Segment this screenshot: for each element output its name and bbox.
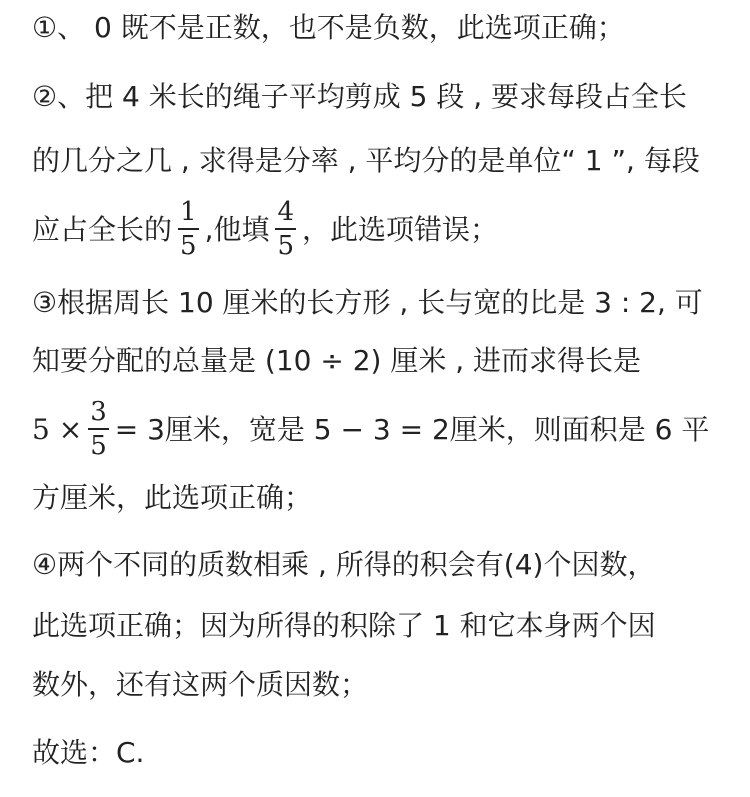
- item-4-line-3: 数外，还有这两个质因数；: [32, 668, 369, 701]
- denominator: 5: [180, 231, 197, 261]
- answer-line: 故选：C.: [32, 736, 145, 769]
- item-2-line-2: 的几分之几 , 求得是分率 , 平均分的是单位“ 1 ”, 每段: [32, 144, 700, 177]
- fraction-bar: [275, 228, 296, 230]
- fraction-three-fifths: [88, 399, 109, 459]
- item-3-line-4: 方厘米，此选项正确；: [32, 481, 313, 514]
- fraction-bar: [178, 228, 199, 230]
- item-3-line-3: [32, 398, 730, 462]
- text-segment: ,他填: [204, 213, 270, 246]
- text-segment: = 3厘米，宽是 5 − 3 = 2厘米，则面积是 6 平: [114, 413, 710, 446]
- numerator: 1: [180, 197, 197, 227]
- item-3-line-1: ③根据周长 10 厘米的长方形 , 长与宽的比是 3 : 2, 可: [32, 286, 703, 319]
- item-4-line-1: ④两个不同的质数相乘 , 所得的积会有(4)个因数，: [32, 548, 656, 581]
- text-segment: 应占全长的: [32, 213, 173, 246]
- item-3-line-2: 知要分配的总量是 (10 ÷ 2) 厘米 , 进而求得长是: [32, 344, 642, 377]
- denominator: 5: [90, 431, 107, 461]
- item-4-line-2: 此选项正确；因为所得的积除了 1 和它本身两个因: [32, 609, 656, 642]
- text-segment: ，此选项错误；: [302, 213, 499, 246]
- item-2-line-1: ②、把 4 米长的绳子平均剪成 5 段 , 要求每段占全长: [32, 80, 688, 113]
- fraction-one-fifth: [178, 199, 199, 259]
- fraction-four-fifths: [275, 199, 296, 259]
- item-1-line: ①、 0 既不是正数，也不是负数，此选项正确；: [32, 11, 625, 44]
- numerator: 4: [277, 197, 295, 227]
- math-segment: 5 ×: [32, 413, 83, 446]
- numerator: 3: [90, 397, 107, 427]
- fraction-bar: [88, 428, 109, 430]
- denominator: 5: [277, 231, 295, 261]
- item-2-line-3: [32, 198, 730, 262]
